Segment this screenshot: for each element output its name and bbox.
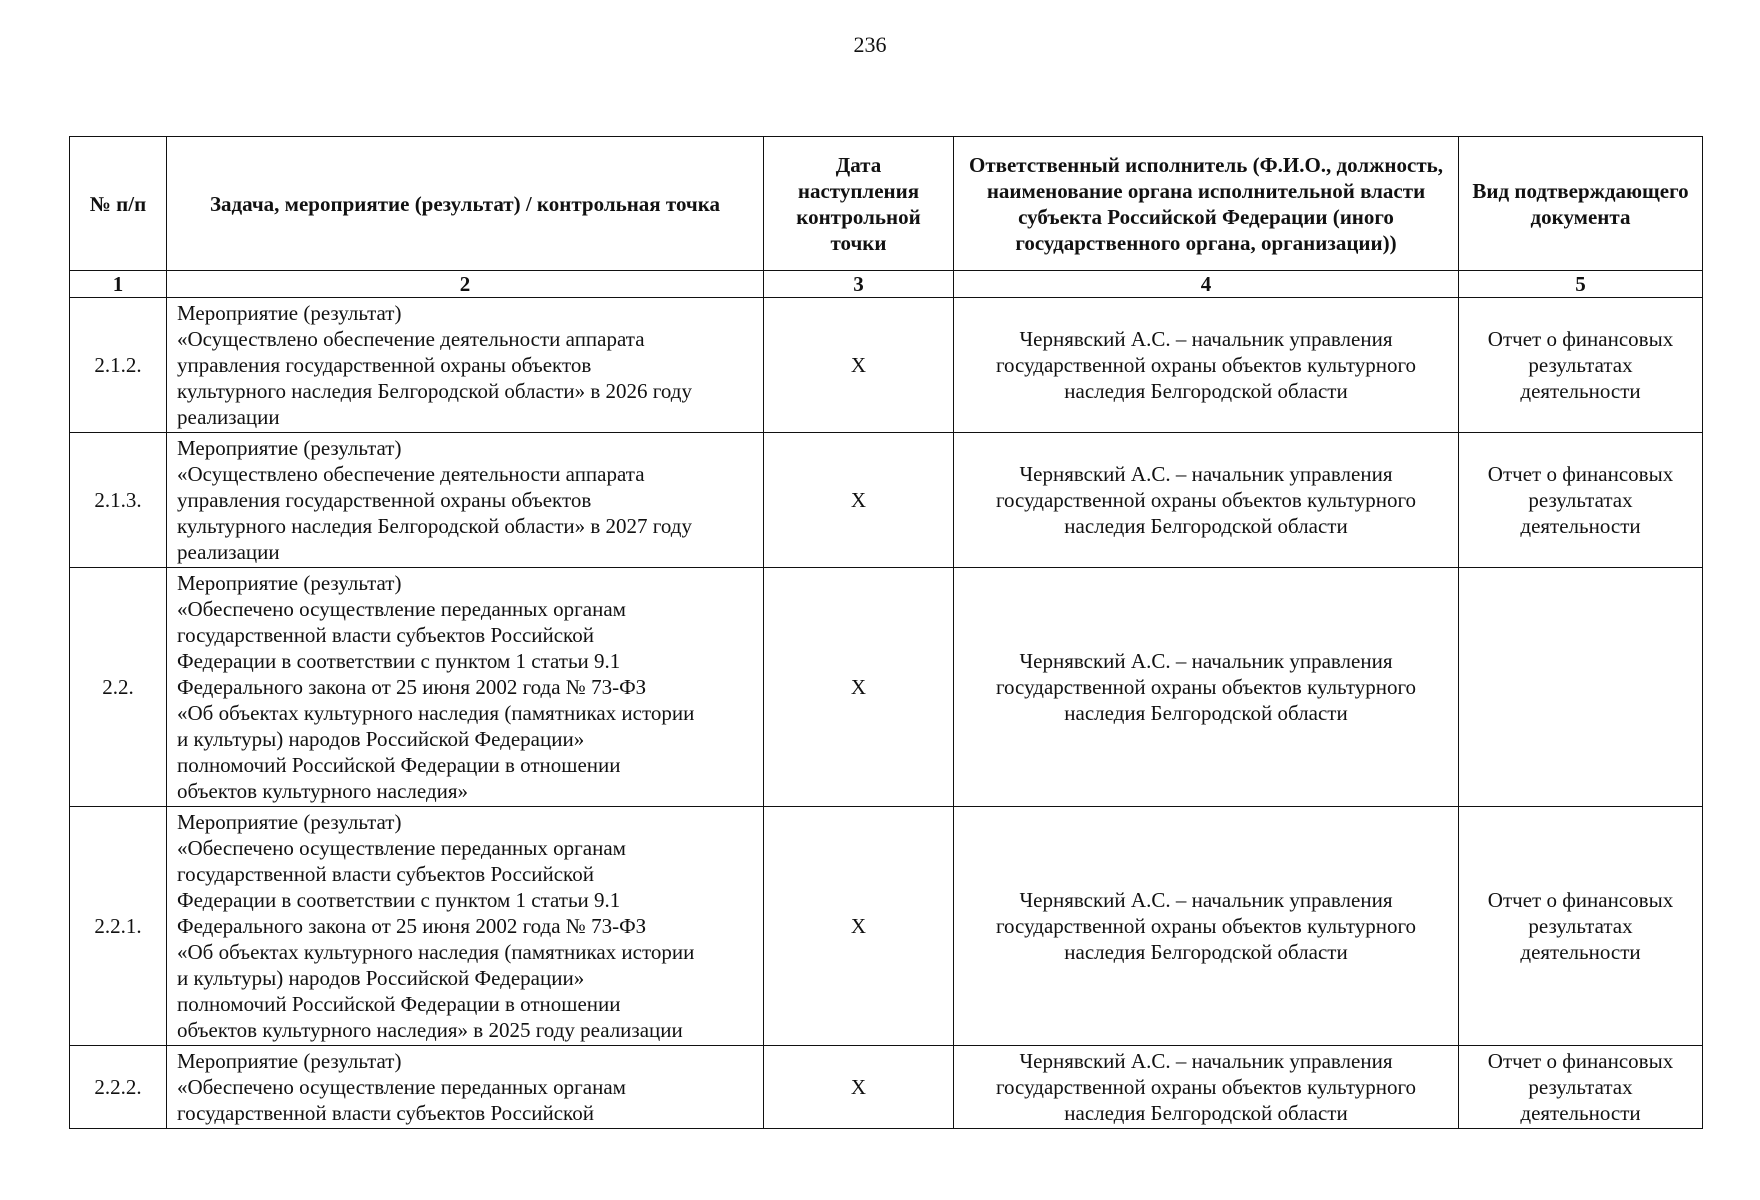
task-line: Мероприятие (результат): [177, 436, 402, 460]
header-number: № п/п: [70, 137, 167, 271]
task-line: полномочий Российской Федерации в отношении: [177, 753, 621, 777]
control-points-table: [69, 136, 1703, 1129]
column-number: 3: [764, 271, 954, 298]
row-number: 2.2.1.: [70, 807, 167, 1046]
task-description: [167, 1046, 764, 1129]
confirming-document: Отчет о финансовых результатах деятельности: [1459, 298, 1703, 433]
control-point-date: X: [764, 433, 954, 568]
task-line: и культуры) народов Российской Федерации»: [177, 966, 585, 990]
confirming-document: Отчет о финансовых результатах деятельности: [1459, 1046, 1703, 1129]
task-line: Федерации в соответствии с пунктом 1 статьи 9.1: [177, 649, 621, 673]
task-line: Федерации в соответствии с пунктом 1 статьи 9.1: [177, 888, 621, 912]
header-row: [70, 137, 1703, 271]
task-line: реализации: [177, 405, 280, 429]
task-line: культурного наследия Белгородской области» в 2027 году: [177, 514, 692, 538]
task-line: «Обеспечено осуществление переданных органам: [177, 1075, 626, 1099]
header-date: Дата наступления контрольной точки: [764, 137, 954, 271]
task-line: «Осуществлено обеспечение деятельности аппарата: [177, 462, 645, 486]
table-row: [70, 298, 1703, 433]
confirming-document: Отчет о финансовых результатах деятельности: [1459, 807, 1703, 1046]
task-line: государственной власти субъектов Российской: [177, 1101, 594, 1125]
task-line: «Осуществлено обеспечение деятельности аппарата: [177, 327, 645, 351]
column-number-row: [70, 271, 1703, 298]
responsible-executor: Чернявский А.С. – начальник управления государственной охраны объектов культурного наследия Белгородской области: [954, 1046, 1459, 1129]
column-number: 4: [954, 271, 1459, 298]
task-line: объектов культурного наследия» в 2025 году реализации: [177, 1018, 683, 1042]
header-document: Вид подтверждающего документа: [1459, 137, 1703, 271]
task-line: управления государственной охраны объектов: [177, 488, 592, 512]
task-description: [167, 433, 764, 568]
confirming-document: [1459, 568, 1703, 807]
task-description: [167, 568, 764, 807]
task-line: Федерального закона от 25 июня 2002 года № 73-ФЗ: [177, 914, 647, 938]
task-line: «Об объектах культурного наследия (памятниках истории: [177, 940, 695, 964]
task-line: управления государственной охраны объектов: [177, 353, 592, 377]
control-point-date: X: [764, 807, 954, 1046]
row-number: 2.1.2.: [70, 298, 167, 433]
header-task: Задача, мероприятие (результат) / контрольная точка: [167, 137, 764, 271]
control-point-date: X: [764, 298, 954, 433]
task-description: [167, 807, 764, 1046]
task-line: объектов культурного наследия»: [177, 779, 469, 803]
task-line: «Обеспечено осуществление переданных органам: [177, 597, 626, 621]
control-point-date: X: [764, 568, 954, 807]
task-line: Федерального закона от 25 июня 2002 года № 73-ФЗ: [177, 675, 647, 699]
task-line: реализации: [177, 540, 280, 564]
confirming-document: Отчет о финансовых результатах деятельности: [1459, 433, 1703, 568]
task-line: «Обеспечено осуществление переданных органам: [177, 836, 626, 860]
responsible-executor: Чернявский А.С. – начальник управления государственной охраны объектов культурного наследия Белгородской области: [954, 433, 1459, 568]
task-line: государственной власти субъектов Российской: [177, 862, 594, 886]
task-line: Мероприятие (результат): [177, 810, 402, 834]
table-body: [70, 298, 1703, 1129]
table-row: [70, 568, 1703, 807]
task-line: полномочий Российской Федерации в отношении: [177, 992, 621, 1016]
table-row: [70, 1046, 1703, 1129]
task-line: Мероприятие (результат): [177, 1049, 402, 1073]
task-description: [167, 298, 764, 433]
column-number: 5: [1459, 271, 1703, 298]
task-line: «Об объектах культурного наследия (памятниках истории: [177, 701, 695, 725]
row-number: 2.2.2.: [70, 1046, 167, 1129]
task-line: Мероприятие (результат): [177, 301, 402, 325]
responsible-executor: Чернявский А.С. – начальник управления государственной охраны объектов культурного наследия Белгородской области: [954, 568, 1459, 807]
row-number: 2.2.: [70, 568, 167, 807]
task-line: и культуры) народов Российской Федерации»: [177, 727, 585, 751]
table-row: [70, 433, 1703, 568]
responsible-executor: Чернявский А.С. – начальник управления государственной охраны объектов культурного наследия Белгородской области: [954, 807, 1459, 1046]
responsible-executor: Чернявский А.С. – начальник управления государственной охраны объектов культурного наследия Белгородской области: [954, 298, 1459, 433]
column-number: 1: [70, 271, 167, 298]
row-number: 2.1.3.: [70, 433, 167, 568]
control-point-date: X: [764, 1046, 954, 1129]
task-line: культурного наследия Белгородской области» в 2026 году: [177, 379, 692, 403]
page-number: 236: [853, 32, 887, 57]
column-number: 2: [167, 271, 764, 298]
table-row: [70, 807, 1703, 1046]
header-responsible: Ответственный исполнитель (Ф.И.О., должность, наименование органа исполнительной власти субъекта Российской Федерации (иного государственного органа, организации)): [954, 137, 1459, 271]
task-line: государственной власти субъектов Российской: [177, 623, 594, 647]
task-line: Мероприятие (результат): [177, 571, 402, 595]
